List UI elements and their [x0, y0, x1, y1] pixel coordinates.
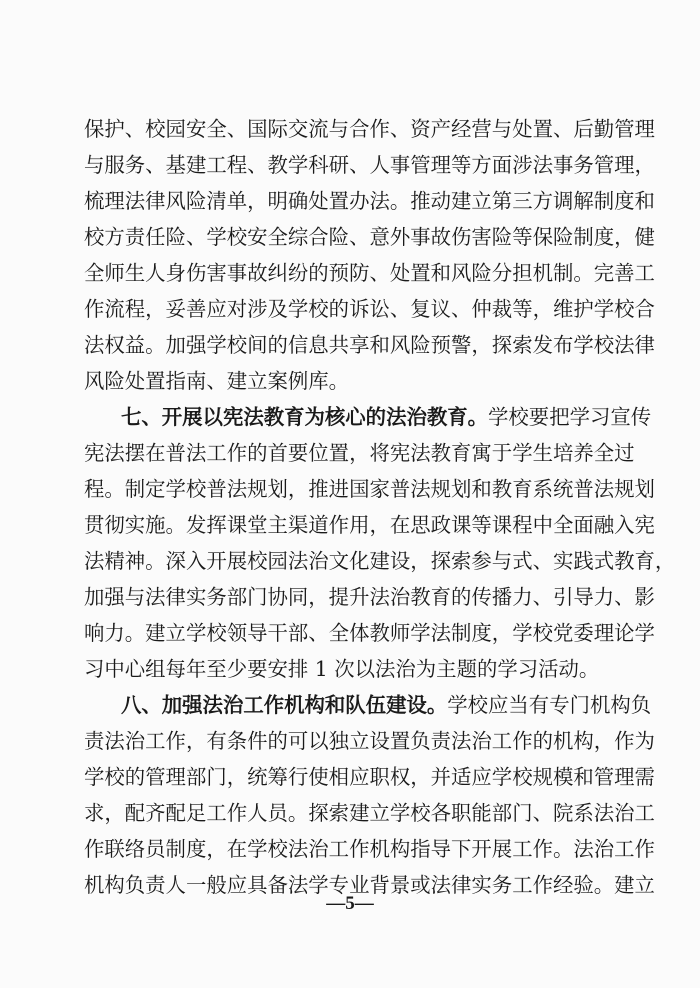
body-line: 校方责任险、学校安全综合险、意外事故伤害险等保险制度，健 — [84, 225, 655, 249]
body-line: 法权益。加强学校间的信息共享和风险预警，探索发布学校法律 — [84, 333, 655, 357]
section-8-heading: 八、加强法治工作机构和队伍建设。 — [121, 693, 448, 717]
body-line: 习中心组每年至少要安排 1 次以法治为主题的学习活动。 — [84, 657, 600, 681]
section-7-heading: 七、开展以宪法教育为核心的法治教育。 — [121, 405, 489, 429]
body-line: 作联络员制度，在学校法治工作机构指导下开展工作。法治工作 — [84, 837, 655, 861]
body-line: 求，配齐配足工作人员。探索建立学校各职能部门、院系法治工 — [84, 801, 655, 825]
page-number: —5— — [326, 893, 374, 914]
body-line: 贯彻实施。发挥课堂主渠道作用，在思政课等课程中全面融入宪 — [84, 513, 655, 537]
body-line: 响力。建立学校领导干部、全体教师学法制度，学校党委理论学 — [84, 621, 655, 645]
body-line: 与服务、基建工程、教学科研、人事管理等方面涉法事务管理， — [84, 153, 655, 177]
body-line: 机构负责人一般应具备法学专业背景或法律实务工作经验。建立 — [84, 873, 655, 897]
body-line: 风险处置指南、建立案例库。 — [84, 369, 350, 393]
body-line: 全师生人身伤害事故纠纷的预防、处置和风险分担机制。完善工 — [84, 261, 655, 285]
section-7-first-line — [121, 399, 652, 435]
body-line: 保护、校园安全、国际交流与合作、资产经营与处置、后勤管理 — [84, 117, 655, 141]
section-8-first-line — [121, 687, 652, 723]
body-line: 程。制定学校普法规划，推进国家普法规划和教育系统普法规划 — [84, 477, 655, 501]
body-line: 作流程，妥善应对涉及学校的诉讼、复议、仲裁等，维护学校合 — [84, 297, 655, 321]
body-line: 学校的管理部门，统筹行使相应职权，并适应学校规模和管理需 — [84, 765, 655, 789]
body-line: 法精神。深入开展校园法治文化建设，探索参与式、实践式教育， — [84, 549, 676, 573]
body-line: 责法治工作，有条件的可以独立设置负责法治工作的机构，作为 — [84, 729, 655, 753]
body-line: 宪法摆在普法工作的首要位置，将宪法教育寓于学生培养全过 — [84, 441, 635, 465]
body-line: 加强与法律实务部门协同，提升法治教育的传播力、引导力、影 — [84, 585, 655, 609]
section-7-text: 学校要把学习宣传 — [488, 405, 652, 429]
body-line: 梳理法律风险清单，明确处置办法。推动建立第三方调解制度和 — [84, 189, 655, 213]
section-8-text: 学校应当有专门机构负 — [447, 693, 652, 717]
